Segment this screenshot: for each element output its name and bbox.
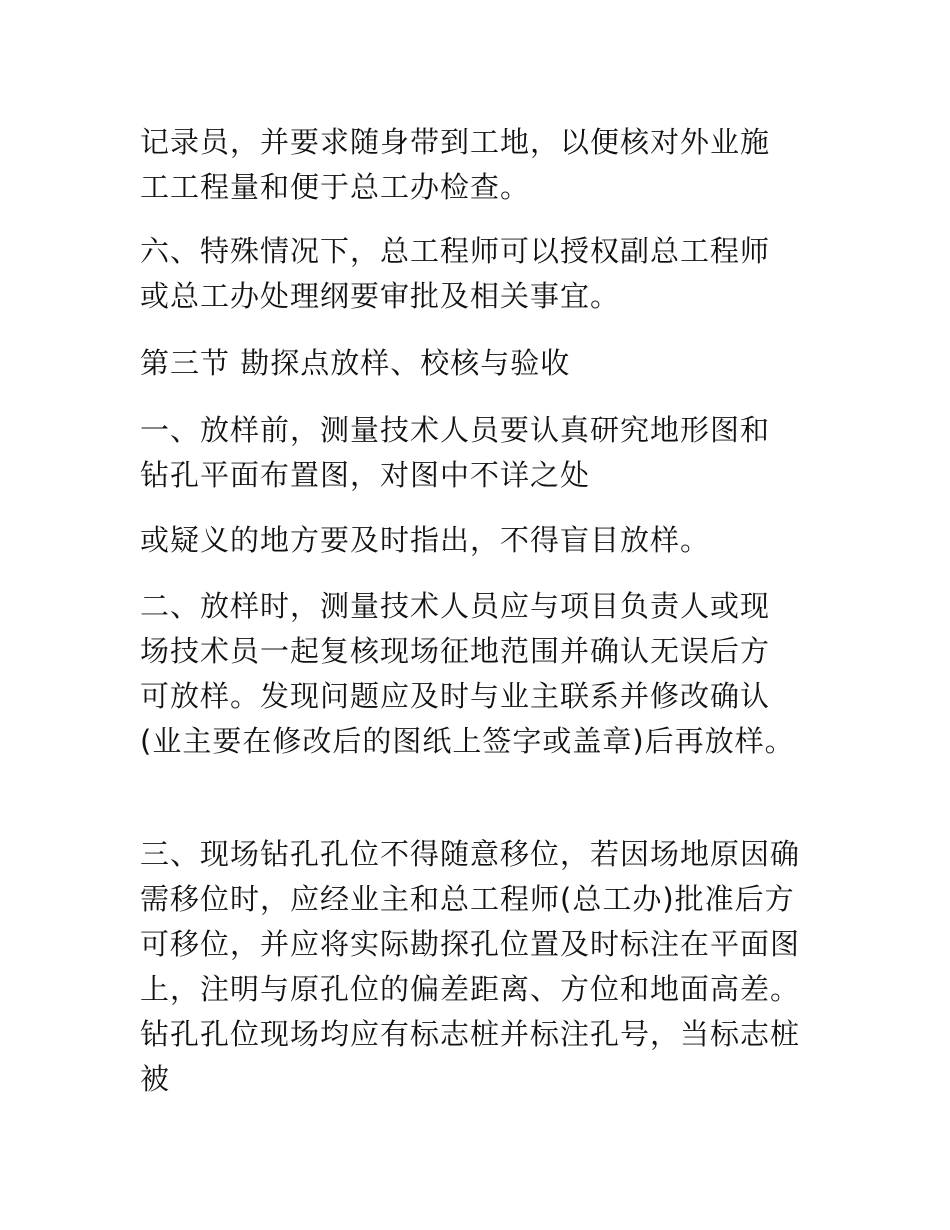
paragraph-item-two [140,584,820,764]
text-line: 钻孔孔位现场均应有标志桩并标注孔号，当标志桩 [140,1017,801,1051]
text-line: 可移位，并应将实际勘探孔位置及时标注在平面图 [140,927,801,961]
text-line: (业主要在修改后的图纸上签字或盖章)后再放样。 [140,724,795,758]
paragraph-recorder [140,120,820,210]
text-line: 或总工办处理纲要审批及相关事宜。 [140,279,621,313]
paragraph-continuation [140,518,820,563]
paragraph-item-three [140,832,820,1102]
text-line: 场技术员一起复核现场征地范围并确认无误后方 [140,634,771,668]
text-line: 六、特殊情况下，总工程师可以授权副总工程师 [140,234,771,268]
text-line: 三、现场钻孔孔位不得随意移位，若因场地原因确 [140,837,801,871]
text-line: 或疑义的地方要及时指出，不得盲目放样。 [140,523,711,557]
text-line: 工工程量和便于总工办检查。 [140,170,531,204]
paragraph-item-six [140,229,820,319]
text-line: 上，注明与原孔位的偏差距离、方位和地面高差。 [140,972,801,1006]
section-heading [140,341,820,386]
section-title: 第三节 勘探点放样、校核与验收 [140,346,571,380]
text-line: 需移位时，应经业主和总工程师(总工办)批准后方 [140,882,795,916]
paragraph-item-one [140,408,820,498]
text-line: 被 [140,1062,171,1096]
text-line: 可放样。发现问题应及时与业主联系并修改确认 [140,679,771,713]
text-line: 钻孔平面布置图，对图中不详之处 [140,458,591,492]
text-line: 一、放样前，测量技术人员要认真研究地形图和 [140,413,771,447]
text-line: 二、放样时，测量技术人员应与项目负责人或现 [140,589,771,623]
text-line: 记录员，并要求随身带到工地，以便核对外业施 [140,125,771,159]
